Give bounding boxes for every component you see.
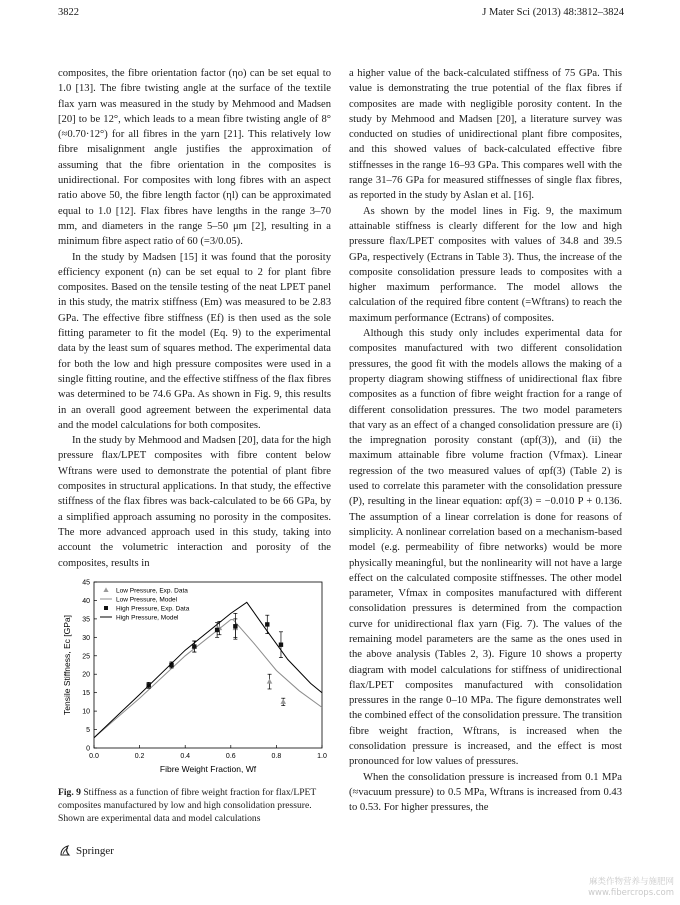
- paragraph: composites, the fibre orientation factor (ηo) can be set equal to 1.0 [13]. The fibre twisting angle at the surface of the textile flax yarn was measured in the study by Mehmood and Madsen [20] to be 12°, which leads to a mean fibre twisting angle of 8° (≈0.70·12°) for all fibres in the yarn [21]. This relatively low fibre misalignment angle justifies the approximation of assuming that the fibre orientation in the composites is unidirectional. For composites with long fibres with an aspect ratio above 50, the fibre length factor (ηl) can be approximated equal to 1.0 [12]. Flax fibres have lengths in the range 3–70 mm, and diameters in the range 5–50 μm [2], resulting in a minimum fibre aspect ratio of 60 (=3/0.05).: [58, 68, 331, 248]
- data-point-square: [192, 644, 196, 648]
- stiffness-chart: [58, 576, 338, 776]
- x-tick-label: 0.2: [134, 753, 145, 760]
- footer: [58, 844, 114, 858]
- y-tick-label: 25: [82, 653, 90, 661]
- x-tick-label: 0.8: [271, 753, 282, 760]
- paragraph: In the study by Madsen [15] it was found that the porosity efficiency exponent (n) can be set equal to 2 for plant fibre composites. Based on the tensile testing of the neat LPET panel in this study, the matrix stiffness (Em) was measured to be 2.83 GPa. The effective fibre stiffness (Ef) is then used as the sole fitting parameter to fit the model (Eq. 9) to the experimental data by the least sum of squares method. The experimental data for both the low and high pressure composites were used in a single fitting routine, and the effective stiffness of the flax fibres was determined to be 74.6 GPa. As shown in Fig. 9, this results in an overall good agreement between the experimental data and the model calculations for both composites.: [58, 251, 331, 431]
- series-line: [94, 620, 322, 738]
- legend-label: Low Pressure, Exp. Data: [116, 587, 188, 595]
- y-tick-label: 0: [86, 745, 90, 753]
- publisher-name: Springer: [76, 845, 114, 857]
- y-tick-label: 30: [82, 634, 90, 642]
- springer-logo-icon: [58, 844, 72, 858]
- y-tick-label: 15: [82, 690, 90, 698]
- caption-label: Fig. 9: [58, 787, 81, 798]
- data-point-square: [233, 624, 237, 628]
- y-tick-label: 35: [82, 616, 90, 624]
- data-point-square: [279, 643, 283, 647]
- y-tick-label: 40: [82, 597, 90, 605]
- paragraph: As shown by the model lines in Fig. 9, the maximum attainable stiffness is clearly different for the low and high pressure flax/LPET composites with values of 34.8 and 39.5 GPa, respectively (Ectrans in Table 3). Thus, the increase of the composite consolidation pressure leads to composites with a higher maximum performance. The model allows the calculation of the required fibre content (=Wftrans) to reach the maximum performance (Ectrans) of composites.: [349, 205, 622, 324]
- running-header: J Mater Sci (2013) 48:3812–3824: [482, 7, 624, 18]
- y-tick-label: 45: [82, 579, 90, 587]
- x-axis-label: Fibre Weight Fraction, Wf: [159, 764, 257, 774]
- series-line: [94, 602, 322, 737]
- paragraph: In the study by Mehmood and Madsen [20], data for the high pressure flax/LPET composites with fibre content below Wftrans were used to demonstrate the potential of plant fibre composites in structural applications. In that study, the effective stiffness of the flax fibres was back-calculated to be 66 GPa, by a simplified approach assuming no porosity in the composites. The more advanced approach used in this study, taking into account the volumetric interaction and porosity of the composites, results in: [58, 435, 331, 569]
- data-point-square: [265, 622, 269, 626]
- legend-square: [104, 606, 108, 610]
- data-point-triangle: [280, 699, 286, 704]
- data-point-square: [215, 628, 219, 632]
- y-tick-label: 10: [82, 708, 90, 716]
- paragraph: Although this study only includes experimental data for composites manufactured with two different consolidation pressures, the good fit with the models allows the making of a property diagram showing stiffness of unidirectional flax fibre composites as a function of fibre weight fraction for a range of different consolidation pressures. The two model parameters that vary as an effect of a changed consolidation pressure are (i) the impregnation porosity constant (αpf(3)), and (ii) the maximum attainable fibre volume fraction (Vfmax). Linear regression of the two measured values of αpf(3) (Table 2) is used to correlate this parameter with the consolidation pressure (P), resulting in the linear equation: αpf(3) = −0.010 P + 0.136. The assumption of a linear correlation is done for reasons of simplicity. A nonlinear correlation based on a mechanism-based model (e.g. permeability of fibre networks) would be more physically meaningful, but the nonlinearity will not have a large effect on the calculated composite stiffnesses. The other model parameter, Vfmax in composites manufactured with different consolidation pressures is determined from the compaction curve for unidirectional flax yarn (Fig. 7). The values of the remaining model parameters are the same as the ones used in the above analysis (Tables 2, 3). Figure 10 shows a property diagram with model calculations for stiffness of unidirectional flax/LPET composites manufactured with consolidation pressures in the range 0–10 MPa. The figure demonstrates well the combined effect of the consolidation pressure. The transition fibre weight fraction, Wftrans, is increased when the consolidation pressure is increased, and the effect is most pronounced for low values of pressures.: [349, 328, 622, 768]
- figure-caption: [58, 786, 336, 825]
- legend-label: High Pressure, Model: [116, 614, 179, 622]
- watermark-line: www.fibercrops.com: [588, 888, 674, 898]
- page-number: 3822: [58, 7, 79, 18]
- watermark-line: 麻类作物营养与施肥网: [588, 877, 674, 887]
- left-column: [58, 66, 331, 571]
- legend-label: High Pressure, Exp. Data: [116, 605, 190, 613]
- y-tick-label: 5: [86, 727, 90, 735]
- right-column: [349, 66, 622, 816]
- y-axis-label: Tensile Stiffness, Ec [GPa]: [62, 615, 72, 715]
- x-tick-label: 0.4: [180, 753, 191, 760]
- caption-text: Stiffness as a function of fibre weight fraction for flax/LPET composites manufactured by low and high consolidation pressure. Shown are experimental data and model calculations: [58, 787, 317, 824]
- legend-triangle: [103, 587, 108, 592]
- paragraph: When the consolidation pressure is increased from 0.1 MPa (≈vacuum pressure) to 0.5 MPa, Wftrans is increased from 0.43 to 0.53. For higher pressures, the: [349, 771, 622, 814]
- data-point-triangle: [267, 679, 273, 684]
- y-tick-label: 20: [82, 671, 90, 679]
- watermark: [588, 877, 674, 899]
- paragraph: a higher value of the back-calculated stiffness of 75 GPa. This value is demonstrating the true potential of the flax fibres if composites are made with negligible porosity content. In the study by Mehmood and Madsen [20], a literature survey was conducted on studies of unidirectional plant fibre composites, and this showed values of back-calculated effective fibre stiffnesses in the range 16–93 GPa. This compares well with the range 31–76 GPa for measured stiffnesses of single flax fibres, as reported in the study by Aslan et al. [16].: [349, 68, 622, 202]
- x-tick-label: 1.0: [317, 753, 327, 760]
- figure-9: [58, 576, 338, 776]
- legend-label: Low Pressure, Model: [116, 596, 178, 604]
- x-tick-label: 0.0: [89, 753, 99, 760]
- x-tick-label: 0.6: [225, 753, 236, 760]
